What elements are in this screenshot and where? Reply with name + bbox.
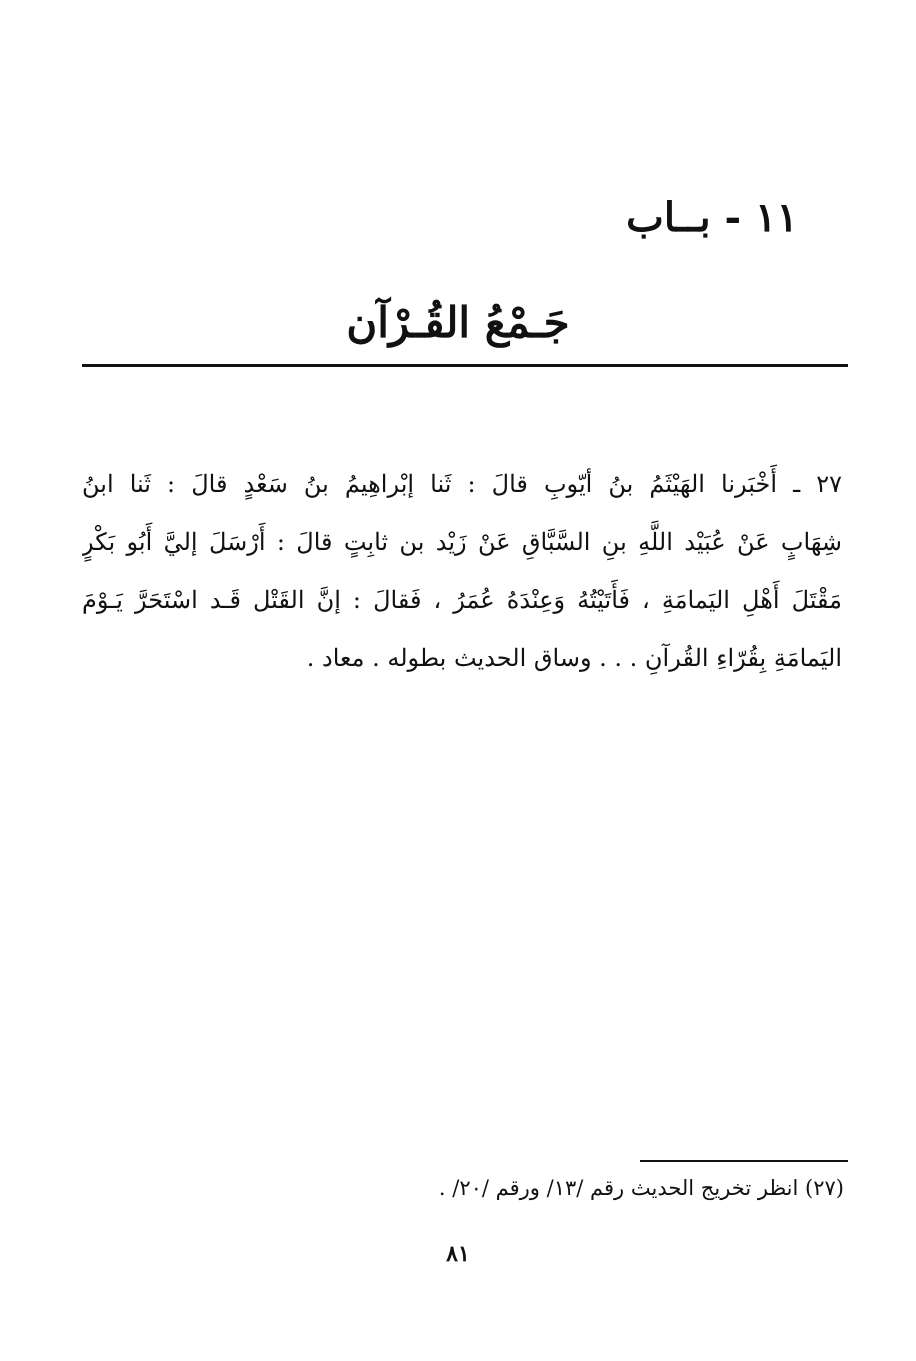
hadith-line-1: ٢٧ ـ أَخْبَرنا الهَيْثَمُ بنُ أيّوبِ قالَ : ثَنا إبْراهِيمُ بنُ سَعْدٍ قالَ : ثَنا ابنُ (82, 470, 842, 498)
section-title: جَـمْعُ القُـرْآن (346, 298, 570, 347)
hadith-line-3: مَقْتَلَ أَهْلِ اليَمامَةِ ، فَأَتَيْتُهُ وَعِنْدَهُ عُمَرُ ، فَقالَ : إنَّ القَتْل قَـد اسْتَحَرَّ يَـوْمَ (82, 586, 842, 614)
footnote: (٢٧) انظر تخريج الحديث رقم /١٣/ ورقم /٢٠/ . (438, 1176, 844, 1200)
footnote-divider (640, 1160, 848, 1162)
title-divider (82, 364, 848, 367)
chapter-heading: ١١ - بــاب (626, 194, 798, 241)
page-number: ٨١ (446, 1241, 470, 1267)
hadith-line-4: اليَمامَةِ بِقُرّاءِ القُرآنِ . . . وساق الحديث بطوله . معاد . (306, 644, 842, 672)
hadith-line-2: شِهَابٍ عَنْ عُبَيْد اللَّهِ بنِ السَّبَّاقِ عَنْ زَيْد بن ثابِتٍ قالَ : أَرْسَلَ إليَّ أَبُو بَكْرٍ (82, 528, 842, 556)
hadith-text (82, 455, 842, 687)
